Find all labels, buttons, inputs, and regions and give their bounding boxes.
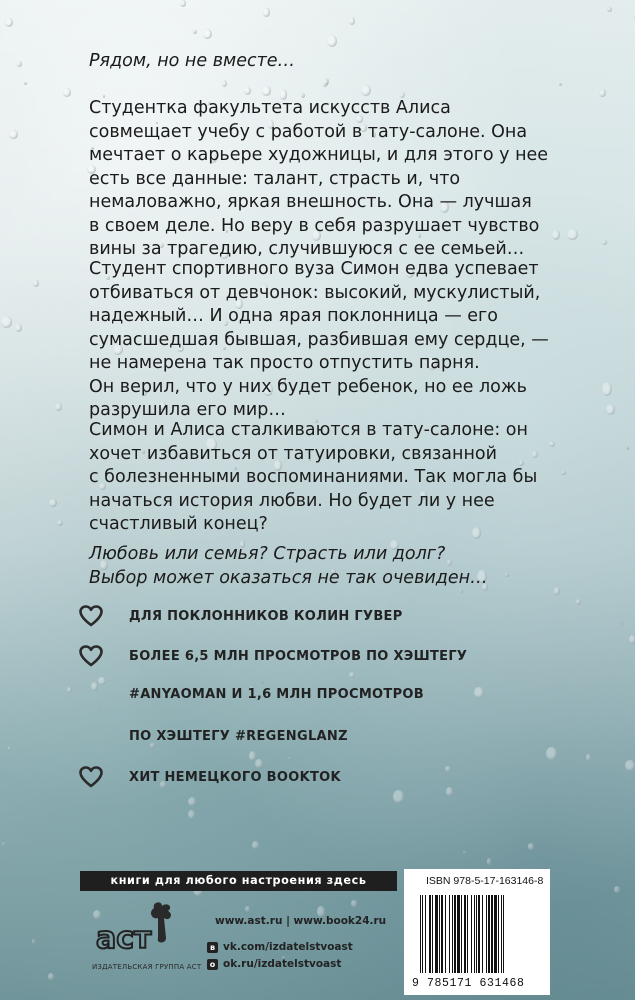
p1-line: есть все данные: талант, страсть и, что [89, 168, 461, 189]
bullet-text-continued: #ANYAOMAN И 1,6 МЛН ПРОСМОТРОВ [129, 687, 424, 702]
logo-figure-icon [151, 902, 171, 942]
bullet-text: ДЛЯ ПОКЛОННИКОВ КОЛИН ГУВЕР [129, 608, 403, 624]
vk-link[interactable] [207, 941, 353, 953]
p1-line: совмещает учебу с работой в тату-салоне. Она [89, 121, 528, 142]
publisher-websites[interactable]: www.ast.ru | www.book24.ru [215, 915, 387, 927]
bullet-colleen-hoover [79, 605, 403, 627]
closing-lines [89, 543, 589, 590]
p1-line: мечтает о карьере художницы, и для этого у нее [89, 145, 549, 165]
p1-line: немаловажно, яркая внешность. Она — лучшая [89, 192, 532, 212]
closing-line: Выбор может оказаться не так очевиден… [89, 567, 488, 588]
bullet-text: ХИТ НЕМЕЦКОГО BOOKTOK [129, 769, 341, 785]
p2-line: надежный… И одна ярая поклонница — его [89, 306, 498, 326]
p3-line: с болезненными воспоминаниями. Так могла бы [89, 467, 538, 487]
p1-line: вины за трагедию, случившуюся с ее семьей… [89, 239, 525, 259]
description-paragraph-2 [89, 258, 589, 423]
isbn-block [404, 869, 550, 995]
barcode-icon [418, 895, 536, 975]
p3-line: хочет избавиться от татуировки, связанной [89, 443, 497, 464]
p1-line: Студентка факультета искусств Алиса [89, 98, 451, 118]
publisher-name: ИЗДАТЕЛЬСКАЯ ГРУППА АСТ [92, 963, 202, 971]
barcode-digits: 9 785171 631468 [412, 977, 525, 990]
closing-line: Любовь или семья? Страсть или долг? [89, 544, 446, 564]
heart-icon [79, 605, 103, 627]
heart-icon [79, 645, 103, 667]
p2-line: сумасшедшая бывшая, разбившая ему сердце, — [89, 329, 549, 350]
ok-icon: о [207, 959, 218, 970]
tagline-banner: книги для любого настроения здесь [80, 871, 397, 891]
vk-url: vk.com/izdatelstvoast [223, 941, 353, 953]
p1-line: в своем деле. Но веру в себя разрушает чувство [89, 215, 540, 236]
vk-icon: в [207, 942, 218, 953]
bullet-booktok [79, 766, 341, 788]
description-paragraph-3 [89, 419, 589, 537]
bullet-text-continued: ПО ХЭШТЕГУ #REGENGLANZ [129, 729, 348, 744]
p2-line: разрушила его мир… [89, 400, 286, 420]
p2-line: Он верил, что у них будет ребенок, но ее ложь [89, 376, 527, 397]
logo-text: аст [96, 921, 152, 956]
p3-line: Симон и Алиса сталкиваются в тату-салоне: он [89, 420, 528, 440]
bullet-text: БОЛЕЕ 6,5 МЛН ПРОСМОТРОВ ПО ХЭШТЕГУ [129, 648, 468, 664]
isbn-label: ISBN 978-5-17-163146-8 [426, 875, 544, 887]
p2-line: Студент спортивного вуза Симон едва успевает [89, 259, 539, 279]
intro-line: Рядом, но не вместе… [89, 51, 296, 71]
publisher-logo [92, 898, 190, 958]
description-paragraph-1 [89, 97, 589, 262]
bullet-views [79, 645, 467, 667]
p3-line: начаться история любви. Но будет ли у нее [89, 490, 495, 511]
ok-url: ok.ru/izdatelstvoast [223, 958, 342, 970]
p2-line: не намерена так просто отпустить парня. [89, 353, 480, 373]
heart-icon [79, 766, 103, 788]
p3-line: счастливый конец? [89, 514, 268, 534]
ok-link[interactable] [207, 958, 341, 970]
p2-line: отбиваться от девчонок: высокий, мускулистый, [89, 282, 541, 303]
